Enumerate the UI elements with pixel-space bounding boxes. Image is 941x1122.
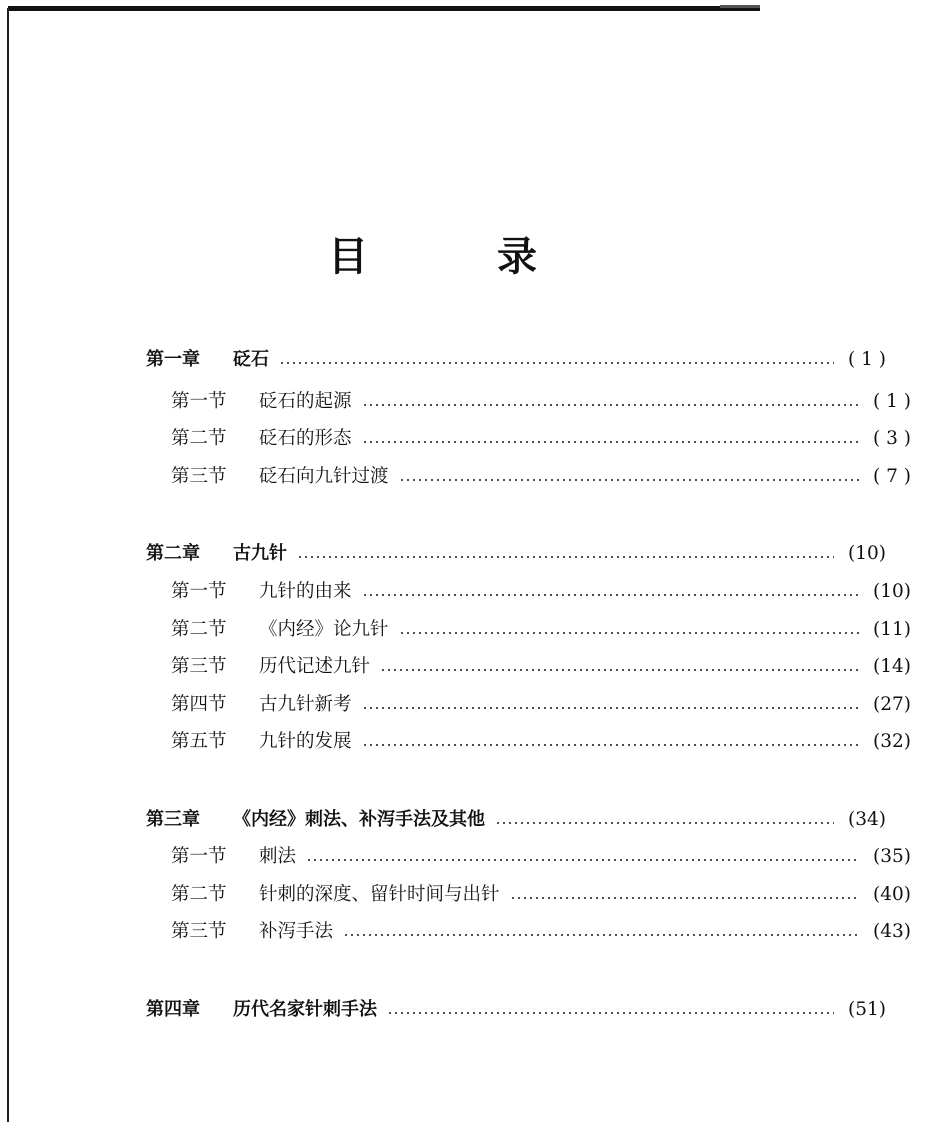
toc-chapter-row[interactable] [0,806,916,834]
toc-page-number: (43) [873,921,911,942]
toc-section-row[interactable] [0,728,941,756]
toc-page-number: (11) [873,619,911,640]
toc-section-row[interactable] [0,653,941,681]
toc-dot-leader [387,1012,834,1014]
toc-section-number: 第三节 [171,466,227,487]
toc-section-number: 第四节 [171,694,227,715]
toc-section-row[interactable] [0,425,941,453]
toc-page-number: (34) [848,809,886,830]
toc-dot-leader [343,934,859,936]
toc-chapter-row[interactable] [0,996,916,1024]
toc-section-number: 第二节 [171,884,227,905]
toc-section-title: 针刺的深度、留针时间与出针 [259,884,500,905]
toc-page-number: (14) [873,656,911,677]
toc-dot-leader [510,897,859,899]
toc-section-title: 砭石的形态 [259,428,352,449]
toc-section-number: 第一节 [171,391,227,412]
toc-chapter-title: 砭石 [233,349,269,370]
toc-section-title: 补泻手法 [259,921,334,942]
page-title-char-2: 录 [497,234,537,280]
toc-chapter-title: 《内经》刺法、补泻手法及其他 [233,809,485,830]
toc-chapter-number: 第二章 [146,543,200,564]
toc-page-number: ( 7 ) [873,466,911,487]
toc-section-row[interactable] [0,578,941,606]
toc-chapter-row[interactable] [0,346,916,374]
toc-section-title: 刺法 [259,846,297,867]
toc-page-number: (27) [873,694,911,715]
toc-dot-leader [297,556,834,558]
toc-dot-leader [362,404,859,406]
toc-section-row[interactable] [0,388,941,416]
toc-section-number: 第二节 [171,619,227,640]
toc-page-number: (10) [873,581,911,602]
toc-section-title: 九针的由来 [259,581,352,602]
toc-section-row[interactable] [0,691,941,719]
toc-section-number: 第一节 [171,846,227,867]
toc-page-number: (10) [848,543,886,564]
toc-dot-leader [362,707,859,709]
toc-dot-leader [362,744,859,746]
toc-page-number: (40) [873,884,911,905]
toc-section-title: 古九针新考 [259,694,352,715]
toc-dot-leader [495,822,834,824]
toc-page-number: (51) [848,999,886,1020]
toc-dot-leader [362,441,859,443]
page-title-char-1: 目 [328,234,368,280]
toc-chapter-title: 历代名家针刺手法 [233,999,377,1020]
toc-section-title: 九针的发展 [259,731,352,752]
toc-section-row[interactable] [0,463,941,491]
toc-section-title: 砭石向九针过渡 [259,466,389,487]
toc-section-title: 历代记述九针 [259,656,371,677]
toc-section-title: 砭石的起源 [259,391,352,412]
toc-section-number: 第二节 [171,428,227,449]
toc-dot-leader [362,594,859,596]
toc-page-number: ( 1 ) [848,349,886,370]
toc-section-number: 第三节 [171,656,227,677]
toc-section-number: 第三节 [171,921,227,942]
toc-section-number: 第一节 [171,581,227,602]
toc-section-title: 《内经》论九针 [259,619,389,640]
toc-section-row[interactable] [0,616,941,644]
toc-page-number: ( 3 ) [873,428,911,449]
toc-dot-leader [306,859,859,861]
toc-chapter-title: 古九针 [233,543,287,564]
toc-section-number: 第五节 [171,731,227,752]
toc-page-number: (32) [873,731,911,752]
toc-section-row[interactable] [0,918,941,946]
toc-dot-leader [399,479,859,481]
toc-chapter-number: 第一章 [146,349,200,370]
toc-chapter-number: 第三章 [146,809,200,830]
toc-dot-leader [279,362,834,364]
toc-chapter-number: 第四章 [146,999,200,1020]
toc-page-number: ( 1 ) [873,391,911,412]
toc-chapter-row[interactable] [0,540,916,568]
toc-dot-leader [380,669,859,671]
toc-page-number: (35) [873,846,911,867]
toc-dot-leader [399,632,859,634]
toc-section-row[interactable] [0,881,941,909]
toc-section-row[interactable] [0,843,941,871]
